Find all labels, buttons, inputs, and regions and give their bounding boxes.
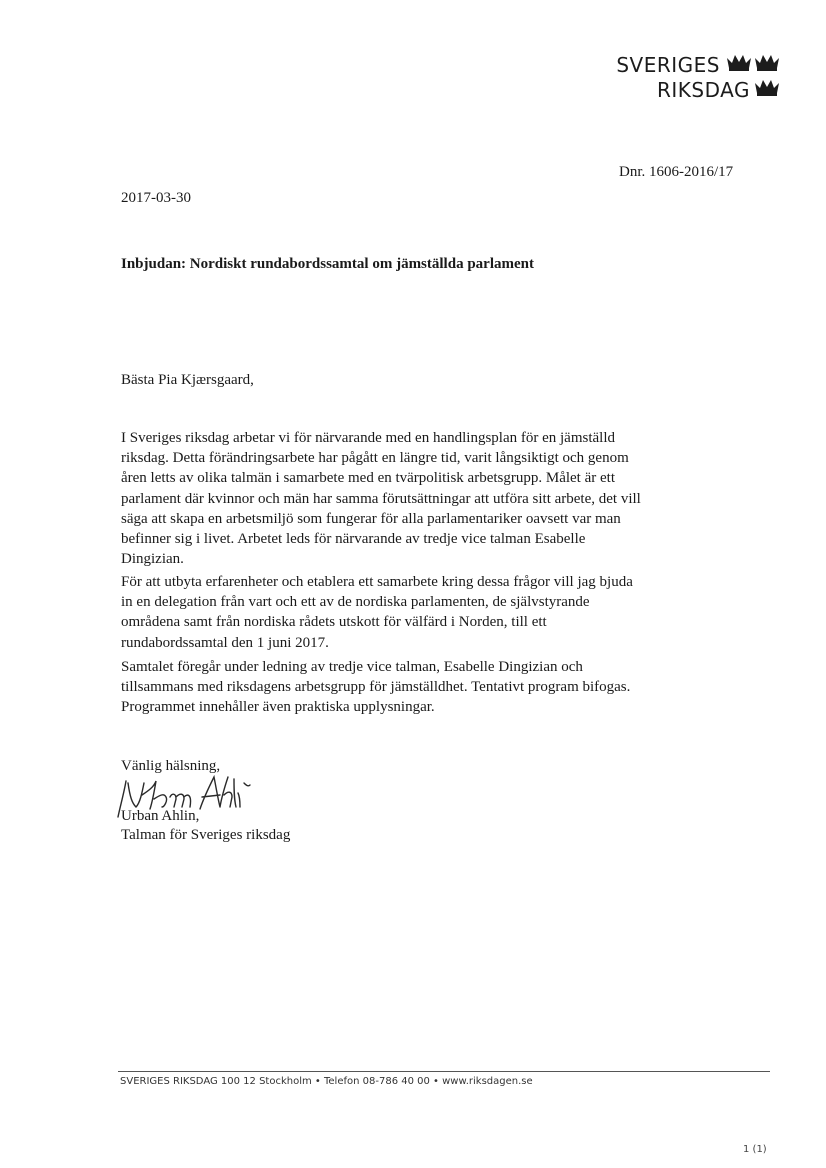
footer-divider <box>118 1071 770 1072</box>
signer-title: Talman för Sveriges riksdag <box>121 827 291 843</box>
body-paragraph: I Sveriges riksdag arbetar vi för närvarande med en handlingsplan för en jämställd riksdag. Detta förändringsarbete har pågått en längre tid, varit långsiktigt och genom åren letts av olika talmän i samarbete med en tvärpolitisk arbetsgrupp. Målet är ett parlament där kvinnor och män har samma förutsättningar att utföra sitt arbete, det vill säga att skapa en arbetsmiljö som fungerar för alla parlamentariker oavsett var man befinner sig i livet. Arbetet leds för närvarande av tredje vice talman Esabelle Dingizian. <box>121 430 641 568</box>
crown-icon <box>726 52 752 72</box>
signer-name: Urban Ahlin, <box>121 808 200 824</box>
footer-address: SVERIGES RIKSDAG 100 12 Stockholm • Telefon 08-786 40 00 • www.riksdagen.se <box>120 1076 533 1087</box>
crown-icon <box>754 77 780 97</box>
letter-closing: Vänlig hälsning, <box>121 758 221 774</box>
letter-date: 2017-03-30 <box>121 190 191 206</box>
body-paragraph: Samtalet föregår under ledning av tredje vice talman, Esabelle Dingizian och tillsammans med riksdagens arbetsgrupp för jämställdhet. Tentativt program bifogas. Programmet innehåller även praktiska upplysningar. <box>121 659 631 716</box>
letter-greeting: Bästa Pia Kjærsgaard, <box>121 372 254 388</box>
body-paragraph: För att utbyta erfarenheter och etablera ett samarbete kring dessa frågor vill jag bjuda in en delegation från vart och ett av de nordiska parlamenten, de självstyrande områdena samt från nordiska rådets utskott för välfärd i Norden, till ett rundabordssamtal den 1 juni 2017. <box>121 574 633 651</box>
riksdag-logo <box>600 44 790 104</box>
crown-icon <box>754 52 780 72</box>
document-number: Dnr. 1606-2016/17 <box>619 164 734 180</box>
letter-subject: Inbjudan: Nordiskt rundabordssamtal om jämställda parlament <box>121 256 534 272</box>
logo-text-riksdag: RIKSDAG <box>657 78 750 102</box>
logo-text-sveriges: SVERIGES <box>616 53 720 77</box>
page-number: 1 (1) <box>743 1144 767 1155</box>
